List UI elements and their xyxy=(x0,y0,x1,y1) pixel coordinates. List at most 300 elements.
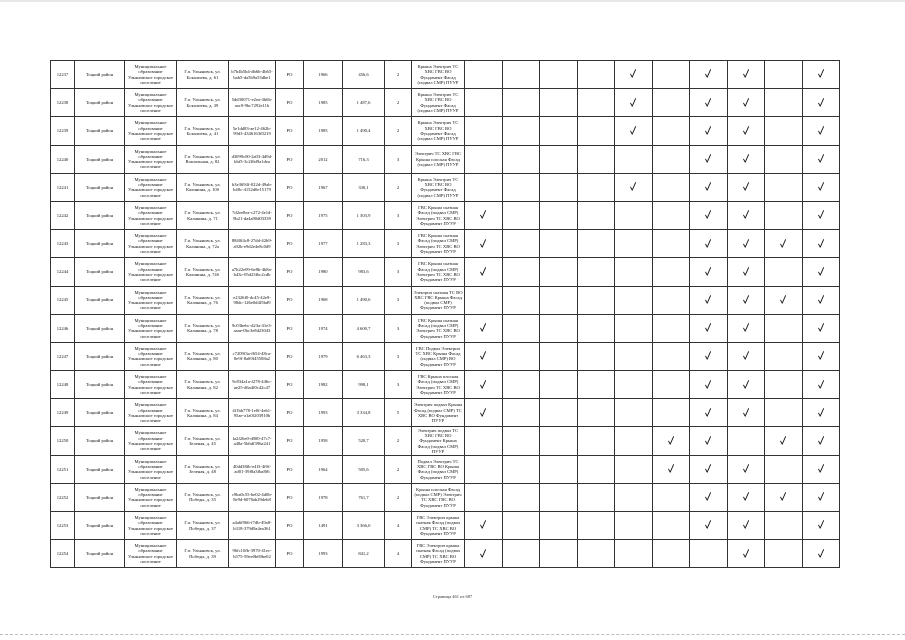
cell-type: РО xyxy=(276,145,304,173)
cell-work-3 xyxy=(540,286,578,314)
cell-address: Г.п. Ульяновск, ул. Калинина, д. 78 xyxy=(177,314,229,342)
check-icon xyxy=(630,182,636,191)
cell-work-4 xyxy=(577,427,615,455)
cell-work-7 xyxy=(690,540,728,568)
check-icon xyxy=(743,267,749,276)
check-icon xyxy=(818,549,824,558)
cell-work-7 xyxy=(690,455,728,483)
check-icon xyxy=(818,210,824,219)
table-row xyxy=(51,145,840,173)
check-icon xyxy=(818,380,824,389)
table-row xyxy=(51,230,840,258)
cell-work-5 xyxy=(615,61,653,89)
cell-work-2 xyxy=(502,342,540,370)
cell-year: 1985 xyxy=(304,117,343,145)
cell-work-4 xyxy=(577,258,615,286)
cell-district: Тоцкий район xyxy=(75,483,125,511)
cell-work-4 xyxy=(577,342,615,370)
cell-cadastral: 8840f4c8-27dd-42b9-a92b-e9d2e4e8c0d9 xyxy=(229,230,276,258)
cell-address: Г.п. Ульяновск, ул. Калинина, д. 84 xyxy=(177,399,229,427)
cell-address: Г.п. Ульяновск, ул. Вокзальная, д. 82 xyxy=(177,145,229,173)
check-icon xyxy=(705,210,711,219)
cell-work-7 xyxy=(690,314,728,342)
cell-work-7 xyxy=(690,201,728,229)
cell-systems: ГВС Крыша скатная Фасад (подвал СМР) Электрич ТС ХВС ВО Фундамент ПУУР xyxy=(412,201,465,229)
cell-type: РО xyxy=(276,61,304,89)
cell-year: 1958 xyxy=(304,427,343,455)
cell-work-6 xyxy=(652,173,690,201)
check-icon xyxy=(705,520,711,529)
cell-work-5 xyxy=(615,145,653,173)
check-icon xyxy=(480,239,486,248)
check-icon xyxy=(780,492,786,501)
cell-work-4 xyxy=(577,286,615,314)
cell-municipality: Муниципальное образование Ульяновское городское поселение xyxy=(125,286,177,314)
table-row xyxy=(51,89,840,117)
cell-floors: 3 xyxy=(385,230,412,258)
check-icon xyxy=(743,408,749,417)
cell-work-10 xyxy=(802,201,840,229)
check-icon xyxy=(630,69,636,78)
table-row xyxy=(51,258,840,286)
cell-work-1 xyxy=(465,342,503,370)
cell-type: РО xyxy=(276,371,304,399)
cell-work-3 xyxy=(540,540,578,568)
cell-year: 1977 xyxy=(304,230,343,258)
cell-district: Тоцкий район xyxy=(75,145,125,173)
cell-floors: 3 xyxy=(385,201,412,229)
check-icon xyxy=(743,323,749,332)
cell-cadastral: 5dd30071-e2ea-4b6b-aac9-9bc7292e11b xyxy=(229,89,276,117)
check-icon xyxy=(705,436,711,445)
check-icon xyxy=(630,126,636,135)
cell-work-10 xyxy=(802,342,840,370)
cell-systems: Электрич ТС ХВС ГВС Крыша плоская Фасад (подвал СМР) ПУУР xyxy=(412,145,465,173)
cell-address: Г.п. Ульяновск, ул. Калинина, д. 74б xyxy=(177,258,229,286)
check-icon xyxy=(818,154,824,163)
check-icon xyxy=(818,408,824,417)
cell-floors: 2 xyxy=(385,427,412,455)
cell-work-10 xyxy=(802,399,840,427)
cell-work-1 xyxy=(465,455,503,483)
check-icon xyxy=(480,380,486,389)
cell-district: Тоцкий район xyxy=(75,540,125,568)
cell-work-1 xyxy=(465,427,503,455)
cell-work-2 xyxy=(502,173,540,201)
cell-year: 1491 xyxy=(304,512,343,540)
cell-district: Тоцкий район xyxy=(75,399,125,427)
cell-work-5 xyxy=(615,117,653,145)
cell-work-9 xyxy=(765,286,803,314)
check-icon xyxy=(480,408,486,417)
cell-work-5 xyxy=(615,201,653,229)
check-icon xyxy=(480,323,486,332)
check-icon xyxy=(743,182,749,191)
cell-work-10 xyxy=(802,455,840,483)
cell-work-10 xyxy=(802,512,840,540)
cell-work-6 xyxy=(652,61,690,89)
cell-work-6 xyxy=(652,89,690,117)
check-icon xyxy=(705,267,711,276)
scan-bottom-edge xyxy=(0,634,905,636)
cell-type: РО xyxy=(276,399,304,427)
cell-work-7 xyxy=(690,145,728,173)
cell-work-8 xyxy=(727,230,765,258)
cell-work-6 xyxy=(652,540,690,568)
cell-work-1 xyxy=(465,230,503,258)
cell-type: РО xyxy=(276,258,304,286)
cell-district: Тоцкий район xyxy=(75,201,125,229)
cell-floors: 3 xyxy=(385,145,412,173)
cell-work-9 xyxy=(765,314,803,342)
cell-year: 1993 xyxy=(304,399,343,427)
cell-address: Г.п. Ульяновск, ул. Победы, д. 39 xyxy=(177,540,229,568)
cell-type: РО xyxy=(276,286,304,314)
cell-work-2 xyxy=(502,371,540,399)
cell-work-5 xyxy=(615,399,653,427)
cell-cadastral: e2326f0-dc45-42e9-98dc-126e0d4f5bd9 xyxy=(229,286,276,314)
cell-floors: 2 xyxy=(385,173,412,201)
cell-area: 1 487,6 xyxy=(343,89,385,117)
cell-id: 12243 xyxy=(51,230,75,258)
cell-id: 12244 xyxy=(51,258,75,286)
scan-top-edge xyxy=(0,0,905,2)
cell-work-3 xyxy=(540,117,578,145)
cell-work-5 xyxy=(615,483,653,511)
cell-work-3 xyxy=(540,427,578,455)
cell-municipality: Муниципальное образование Ульяновское городское поселение xyxy=(125,61,177,89)
check-icon xyxy=(743,520,749,529)
cell-work-4 xyxy=(577,314,615,342)
cell-floors: 5 xyxy=(385,399,412,427)
cell-cadastral: c7209f3a-f654-48ca-8e9f-8a69f45508a2 xyxy=(229,342,276,370)
check-icon xyxy=(705,69,711,78)
cell-work-7 xyxy=(690,371,728,399)
cell-municipality: Муниципальное образование Ульяновское городское поселение xyxy=(125,258,177,286)
check-icon xyxy=(743,69,749,78)
cell-id: 12253 xyxy=(51,512,75,540)
check-icon xyxy=(705,323,711,332)
check-icon xyxy=(818,436,824,445)
cell-work-2 xyxy=(502,286,540,314)
cell-area: 983,6 xyxy=(343,258,385,286)
cell-work-5 xyxy=(615,258,653,286)
cell-work-9 xyxy=(765,512,803,540)
table-row xyxy=(51,117,840,145)
check-icon xyxy=(743,380,749,389)
cell-id: 12252 xyxy=(51,483,75,511)
cell-work-1 xyxy=(465,173,503,201)
cell-work-4 xyxy=(577,145,615,173)
cell-work-2 xyxy=(502,61,540,89)
cell-work-9 xyxy=(765,483,803,511)
cell-work-4 xyxy=(577,61,615,89)
cell-work-1 xyxy=(465,61,503,89)
cell-work-5 xyxy=(615,314,653,342)
check-icon xyxy=(818,351,824,360)
cell-work-2 xyxy=(502,427,540,455)
cell-work-4 xyxy=(577,455,615,483)
cell-area: 1 303,9 xyxy=(343,201,385,229)
check-icon xyxy=(780,436,786,445)
cell-work-6 xyxy=(652,258,690,286)
cell-cadastral: 7d2ee8ea-c272-4e1d-9b21-da4a90d03339 xyxy=(229,201,276,229)
cell-district: Тоцкий район xyxy=(75,230,125,258)
check-icon xyxy=(630,98,636,107)
cell-floors: 4 xyxy=(385,540,412,568)
cell-work-5 xyxy=(615,173,653,201)
cell-area: 6 463,3 xyxy=(343,342,385,370)
cell-area: 4 600,7 xyxy=(343,314,385,342)
check-icon xyxy=(743,154,749,163)
cell-district: Тоцкий район xyxy=(75,512,125,540)
cell-work-7 xyxy=(690,173,728,201)
cell-year: 1982 xyxy=(304,371,343,399)
cell-municipality: Муниципальное образование Ульяновское городское поселение xyxy=(125,314,177,342)
table-row xyxy=(51,342,840,370)
check-icon xyxy=(480,351,486,360)
cell-work-2 xyxy=(502,314,540,342)
check-icon xyxy=(818,239,824,248)
check-icon xyxy=(705,126,711,135)
cell-work-9 xyxy=(765,540,803,568)
cell-municipality: Муниципальное образование Ульяновское городское поселение xyxy=(125,483,177,511)
cell-work-2 xyxy=(502,512,540,540)
cell-work-1 xyxy=(465,371,503,399)
cell-work-2 xyxy=(502,540,540,568)
check-icon xyxy=(818,126,824,135)
cell-address: Г.п. Ульяновск, ул. Зеленая, д. 45 xyxy=(177,427,229,455)
cell-district: Тоцкий район xyxy=(75,89,125,117)
cell-floors: 3 xyxy=(385,314,412,342)
cell-year: 1966 xyxy=(304,61,343,89)
cell-work-7 xyxy=(690,61,728,89)
check-icon xyxy=(705,239,711,248)
cell-floors: 2 xyxy=(385,61,412,89)
cell-work-8 xyxy=(727,314,765,342)
cell-work-7 xyxy=(690,342,728,370)
cell-work-5 xyxy=(615,286,653,314)
check-icon xyxy=(705,380,711,389)
cell-work-6 xyxy=(652,286,690,314)
cell-cadastral: 40dd38fb-e4f3-4f0f-ad01-39f8a3fba8f6 xyxy=(229,455,276,483)
cell-work-6 xyxy=(652,230,690,258)
cell-type: РО xyxy=(276,427,304,455)
cell-floors: 3 xyxy=(385,286,412,314)
cell-work-9 xyxy=(765,455,803,483)
check-icon xyxy=(705,154,711,163)
cell-work-8 xyxy=(727,286,765,314)
cell-work-8 xyxy=(727,89,765,117)
check-icon xyxy=(743,351,749,360)
cell-district: Тоцкий район xyxy=(75,342,125,370)
cell-id: 12246 xyxy=(51,314,75,342)
cell-work-8 xyxy=(727,371,765,399)
cell-work-5 xyxy=(615,512,653,540)
cell-floors: 2 xyxy=(385,455,412,483)
page-number: Страница 461 из 687 xyxy=(432,594,473,599)
cell-work-9 xyxy=(765,427,803,455)
cell-systems: Подвал Электрич ТС ХВС ГВС ВО Крыша Фасад (подвал СМР) Фундамент ПУУР xyxy=(412,455,465,483)
cell-floors: 4 xyxy=(385,512,412,540)
cell-address: Г.п. Ульяновск, ул. Зеленая, д. 48 xyxy=(177,455,229,483)
cell-work-9 xyxy=(765,145,803,173)
cell-id: 12250 xyxy=(51,427,75,455)
cell-municipality: Муниципальное образование Ульяновское городское поселение xyxy=(125,399,177,427)
cell-work-8 xyxy=(727,399,765,427)
cell-work-4 xyxy=(577,399,615,427)
cell-work-3 xyxy=(540,314,578,342)
cell-cadastral: 9c834a1a-f278-446c-ae25-d6a4f0c42c47 xyxy=(229,371,276,399)
cell-floors: 3 xyxy=(385,371,412,399)
cell-district: Тоцкий район xyxy=(75,258,125,286)
cell-area: 3 334,8 xyxy=(343,399,385,427)
cell-municipality: Муниципальное образование Ульяновское городское поселение xyxy=(125,89,177,117)
cell-work-8 xyxy=(727,145,765,173)
cell-work-2 xyxy=(502,145,540,173)
housing-registry-table xyxy=(50,60,840,568)
cell-work-8 xyxy=(727,173,765,201)
cell-type: РО xyxy=(276,173,304,201)
cell-address: Г.п. Ульяновск, ул. Калинина, д. 10б xyxy=(177,173,229,201)
check-icon xyxy=(705,464,711,473)
cell-year: 1985 xyxy=(304,89,343,117)
cell-work-6 xyxy=(652,512,690,540)
cell-work-8 xyxy=(727,483,765,511)
cell-type: РО xyxy=(276,314,304,342)
cell-cadastral: 5e1dd83-ae12-462b-99d3-4346163f0219 xyxy=(229,117,276,145)
cell-work-3 xyxy=(540,483,578,511)
cell-year: 1980 xyxy=(304,258,343,286)
cell-id: 12254 xyxy=(51,540,75,568)
cell-work-9 xyxy=(765,89,803,117)
cell-municipality: Муниципальное образование Ульяновское городское поселение xyxy=(125,342,177,370)
check-icon xyxy=(743,126,749,135)
cell-work-6 xyxy=(652,371,690,399)
cell-work-9 xyxy=(765,230,803,258)
cell-area: 520,7 xyxy=(343,427,385,455)
cell-work-10 xyxy=(802,540,840,568)
cell-address: Г.п. Ульяновск, ул. Калинина, д. 72а xyxy=(177,230,229,258)
cell-work-9 xyxy=(765,117,803,145)
cell-type: РО xyxy=(276,201,304,229)
cell-municipality: Муниципальное образование Ульяновское городское поселение xyxy=(125,145,177,173)
cell-work-5 xyxy=(615,540,653,568)
cell-work-1 xyxy=(465,201,503,229)
cell-cadastral: 96fc10fb-3970-41ec-b575-59ee0b69be02 xyxy=(229,540,276,568)
cell-work-6 xyxy=(652,117,690,145)
cell-work-7 xyxy=(690,230,728,258)
cell-floors: 3 xyxy=(385,258,412,286)
check-icon xyxy=(743,549,749,558)
check-icon xyxy=(743,464,749,473)
cell-work-7 xyxy=(690,483,728,511)
cell-address: Г.п. Ульяновск, ул. Калинина, д. 82 xyxy=(177,371,229,399)
cell-systems: Электрич подвал Крыша Фасад (подвал СМР) ТС ХВС ВО Фундамент ПУУР xyxy=(412,399,465,427)
cell-cadastral: a7b22e09-6e8b-4b8a-b43c-05d23fbc2cdb xyxy=(229,258,276,286)
cell-work-10 xyxy=(802,230,840,258)
cell-work-9 xyxy=(765,258,803,286)
check-icon xyxy=(705,98,711,107)
cell-work-10 xyxy=(802,89,840,117)
cell-work-8 xyxy=(727,201,765,229)
cell-municipality: Муниципальное образование Ульяновское городское поселение xyxy=(125,427,177,455)
cell-systems: ГВС Крыша скатная Фасад (подвал СМР) Электрич ТС ХВС ВО Фундамент ПУУР xyxy=(412,230,465,258)
cell-year: 2012 xyxy=(304,145,343,173)
cell-work-5 xyxy=(615,427,653,455)
table-row xyxy=(51,371,840,399)
cell-address: Г.п. Ульяновск, ул. Бокалиева, д. 61 xyxy=(177,61,229,89)
cell-work-8 xyxy=(727,512,765,540)
cell-work-8 xyxy=(727,540,765,568)
cell-work-7 xyxy=(690,427,728,455)
cell-work-10 xyxy=(802,286,840,314)
cell-floors: 3 xyxy=(385,342,412,370)
check-icon xyxy=(705,492,711,501)
cell-work-3 xyxy=(540,230,578,258)
check-icon xyxy=(818,69,824,78)
cell-work-5 xyxy=(615,89,653,117)
check-icon xyxy=(705,408,711,417)
cell-id: 12242 xyxy=(51,201,75,229)
cell-work-2 xyxy=(502,89,540,117)
check-icon xyxy=(818,98,824,107)
cell-cadastral: d3099c00-2a03-4d9d-bbf5-3c2f6d9a1dea xyxy=(229,145,276,173)
cell-work-3 xyxy=(540,89,578,117)
cell-systems: ГВС Подвал Электрич ТС ХВС Крыша Фасад (подвал СМР) ВО Фундамент ПУУР xyxy=(412,342,465,370)
cell-id: 12249 xyxy=(51,399,75,427)
cell-floors: 2 xyxy=(385,117,412,145)
cell-work-1 xyxy=(465,258,503,286)
cell-work-4 xyxy=(577,89,615,117)
cell-work-10 xyxy=(802,314,840,342)
table-row xyxy=(51,399,840,427)
check-icon xyxy=(780,295,786,304)
cell-type: РО xyxy=(276,455,304,483)
cell-systems: ГВС Электрич крыша скатная Фасад (подвал СМР) ТС ХВС ВО Фундамент ПУУР xyxy=(412,540,465,568)
cell-work-2 xyxy=(502,483,540,511)
cell-municipality: Муниципальное образование Ульяновское городское поселение xyxy=(125,512,177,540)
cell-work-4 xyxy=(577,512,615,540)
cell-municipality: Муниципальное образование Ульяновское городское поселение xyxy=(125,230,177,258)
check-icon xyxy=(480,267,486,276)
cell-work-10 xyxy=(802,117,840,145)
cell-id: 12240 xyxy=(51,145,75,173)
cell-id: 12251 xyxy=(51,455,75,483)
cell-work-1 xyxy=(465,117,503,145)
cell-id: 12241 xyxy=(51,173,75,201)
cell-district: Тоцкий район xyxy=(75,117,125,145)
cell-type: РО xyxy=(276,512,304,540)
cell-work-9 xyxy=(765,173,803,201)
cell-work-10 xyxy=(802,427,840,455)
cell-year: 1993 xyxy=(304,540,343,568)
check-icon xyxy=(705,182,711,191)
cell-work-3 xyxy=(540,145,578,173)
cell-municipality: Муниципальное образование Ульяновское городское поселение xyxy=(125,117,177,145)
cell-work-7 xyxy=(690,286,728,314)
cell-floors: 2 xyxy=(385,483,412,511)
cell-work-1 xyxy=(465,399,503,427)
cell-work-4 xyxy=(577,371,615,399)
cell-work-6 xyxy=(652,314,690,342)
cell-district: Тоцкий район xyxy=(75,427,125,455)
cell-work-2 xyxy=(502,455,540,483)
cell-work-6 xyxy=(652,201,690,229)
cell-work-5 xyxy=(615,230,653,258)
cell-work-1 xyxy=(465,483,503,511)
check-icon xyxy=(818,520,824,529)
